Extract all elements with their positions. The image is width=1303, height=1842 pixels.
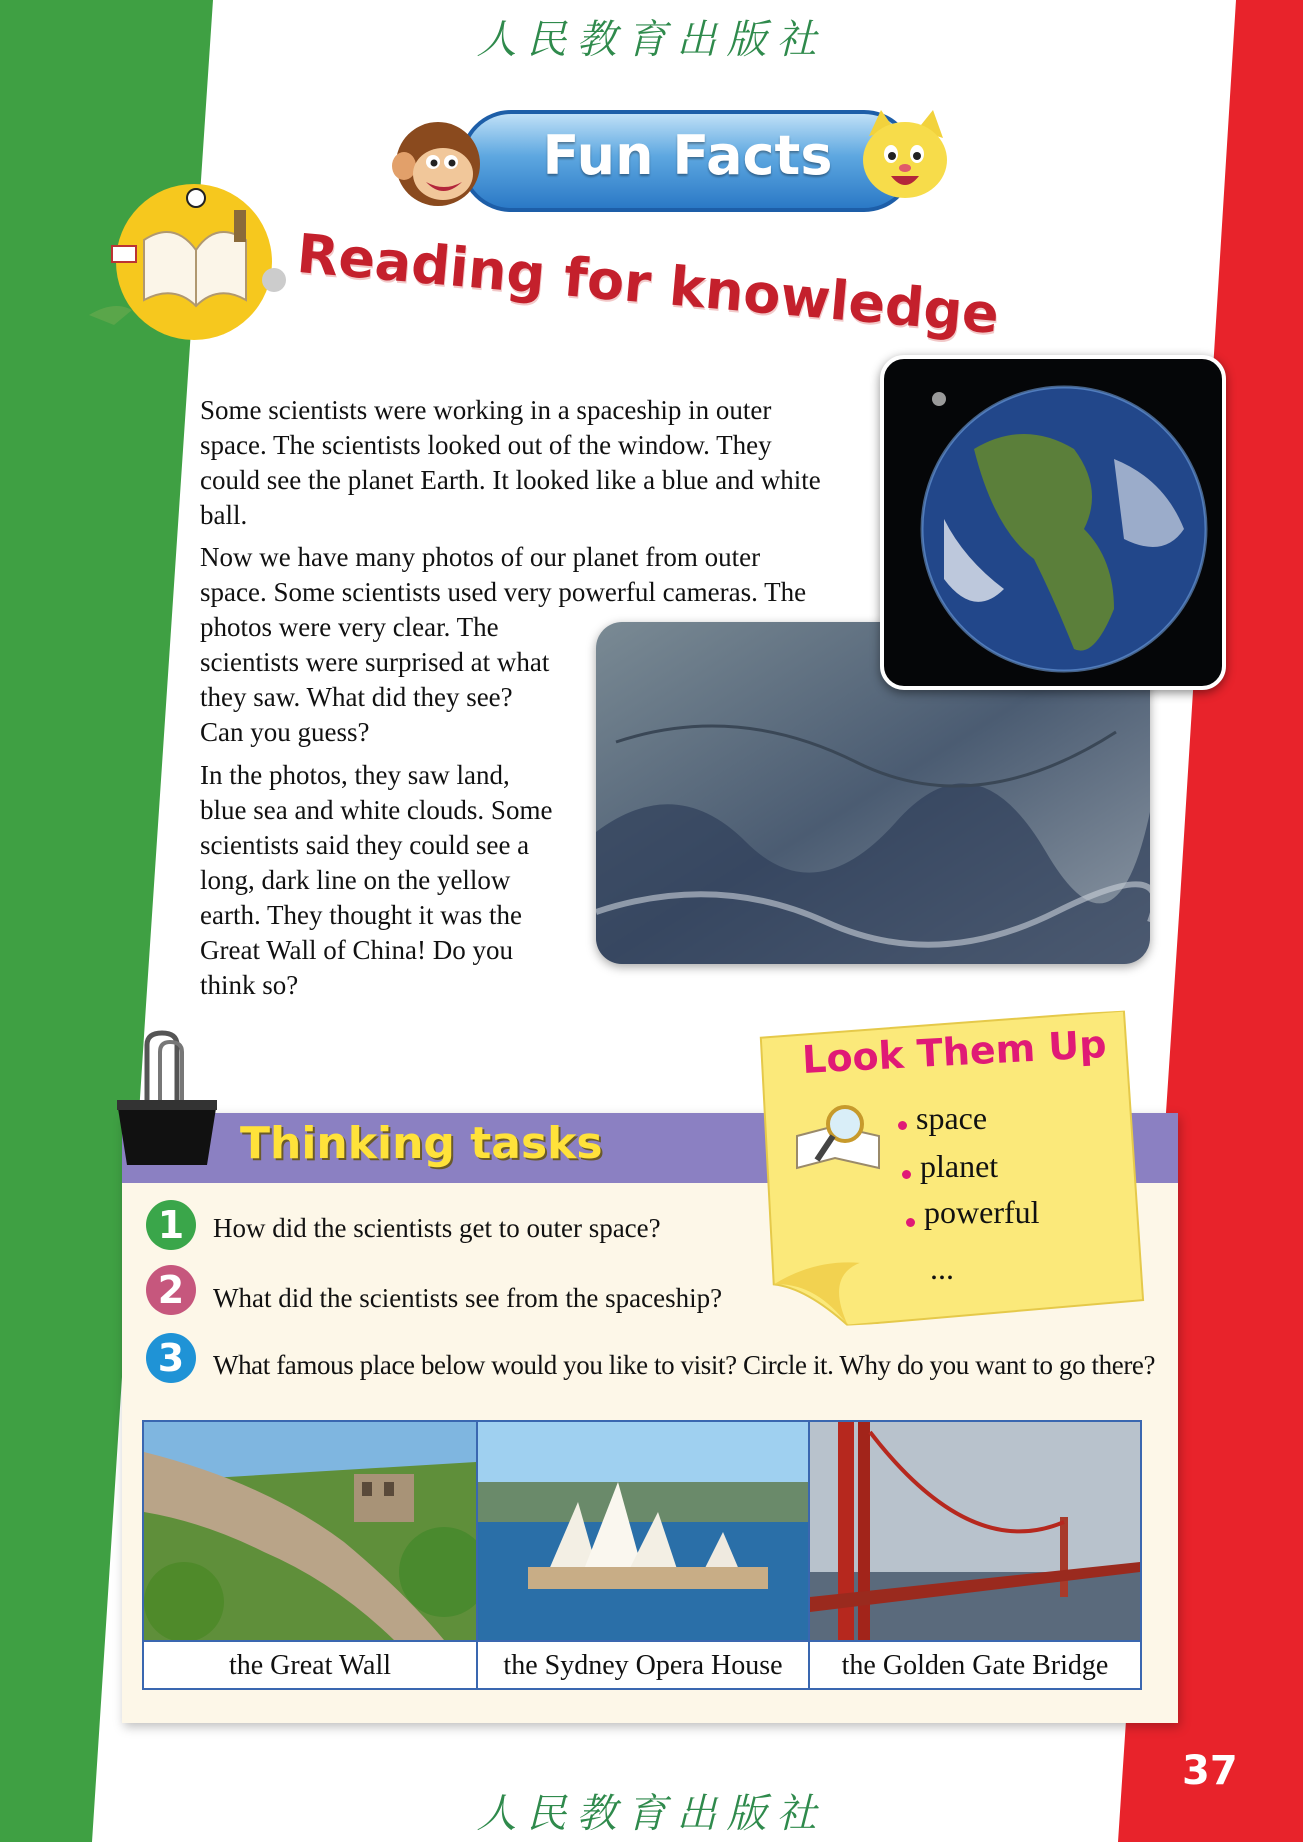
text-line: long, dark line on the yellow [200,865,511,895]
question-number-3: 3 [146,1333,196,1383]
text-line: Some scientists were working in a spaceship in outer [200,395,772,425]
golden-gate-bridge-photo [810,1422,1140,1640]
text-line: Can you guess? [200,717,370,747]
question-number-2: 2 [146,1265,196,1315]
text-line: scientists said they could see a [200,830,530,860]
cat-mascot-icon [855,108,955,208]
fun-facts-title: Fun Facts [542,124,833,187]
text-line: ball. [200,500,248,530]
book-emblem-icon [84,180,294,340]
monkey-mascot-icon [388,112,488,212]
sydney-opera-house-caption: the Sydney Opera House [478,1640,808,1690]
vocab-word: planet [920,1148,999,1184]
reading-paragraph-3 [200,758,590,1003]
vocab-word: space [916,1100,988,1136]
places-grid [142,1420,1142,1690]
bullet-icon [906,1218,915,1227]
vocab-word: powerful [924,1194,1040,1230]
section-title-text: Reading for knowledge [294,222,1002,347]
golden-gate-bridge-caption: the Golden Gate Bridge [810,1640,1140,1690]
text-line: they saw. What did they see? [200,682,513,712]
publisher-header: 人民教育出版社 [476,17,827,63]
sydney-opera-house-photo [478,1422,808,1640]
text-line: space. Some scientists used very powerful cameras. The [200,577,807,607]
text-line: think so? [200,970,299,1000]
question-3-text: What famous place below would you like to visit? Circle it. Why do you want to go there? [213,1350,1156,1380]
page-number: 37 [1182,1748,1238,1794]
earth-photo [880,355,1226,690]
vocab-more: ... [930,1250,954,1286]
text-line: photos were very clear. The [200,612,499,642]
question-1-text: How did the scientists get to outer space? [213,1213,661,1243]
look-them-up-title: Look Them Up [801,1022,1108,1082]
reading-paragraph-1 [200,393,880,533]
bullet-icon [898,1121,907,1130]
binder-clip-icon [112,1030,222,1165]
bullet-icon [902,1170,911,1179]
text-line: Great Wall of China! Do you [200,935,514,965]
thinking-tasks-title: Thinking tasks [240,1118,603,1169]
text-line: could see the planet Earth. It looked like a blue and white [200,465,821,495]
text-line: blue sea and white clouds. Some [200,795,553,825]
great-wall-caption: the Great Wall [144,1640,476,1690]
question-number-1: 1 [146,1200,196,1250]
publisher-footer: 人民教育出版社 [476,1791,827,1837]
great-wall-photo [144,1422,476,1640]
question-2-text: What did the scientists see from the spaceship? [213,1283,723,1313]
text-line: scientists were surprised at what [200,647,550,677]
magnifier-book-icon [795,1100,885,1176]
text-line: Now we have many photos of our planet from outer [200,542,761,572]
text-line: In the photos, they saw land, [200,760,510,790]
text-line: earth. They thought it was the [200,900,522,930]
text-line: space. The scientists looked out of the window. They [200,430,772,460]
